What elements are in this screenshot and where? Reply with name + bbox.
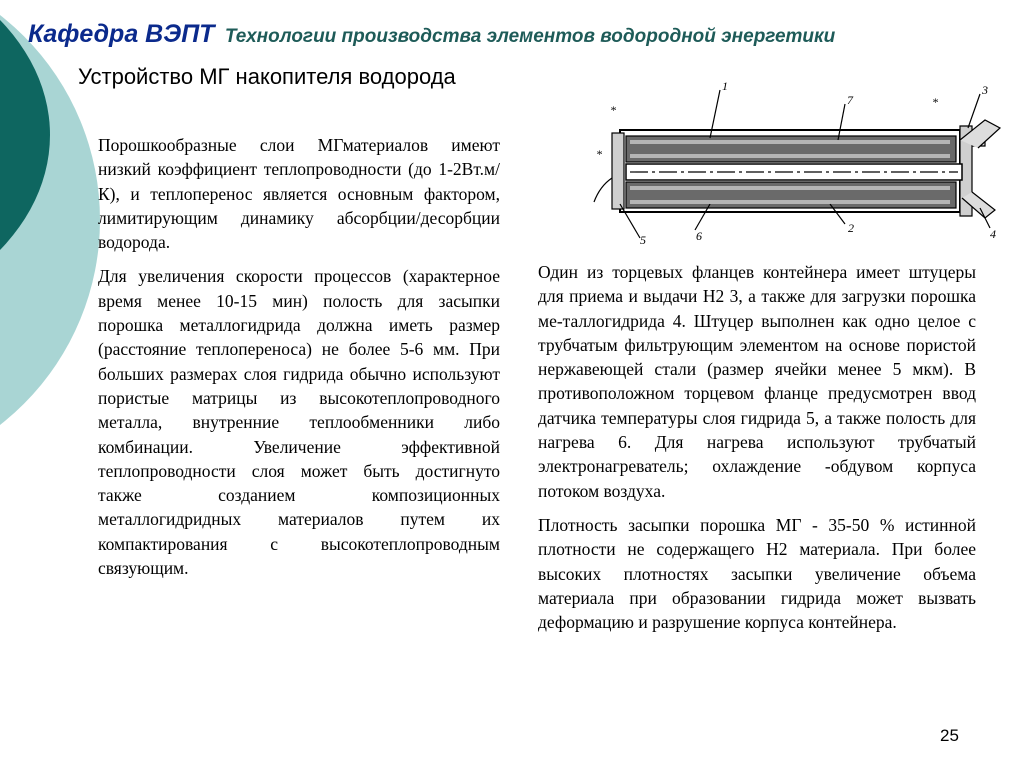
diagram-label-3: 3 xyxy=(982,83,988,97)
diagram-label-5: 5 xyxy=(640,233,646,247)
diagram-label-asterisk: * xyxy=(610,103,616,117)
left-text-column xyxy=(98,133,500,590)
hydride-storage-diagram xyxy=(590,78,1010,248)
department-name: Кафедра ВЭПТ xyxy=(28,20,215,48)
slide-title: Устройство МГ накопителя водорода xyxy=(78,64,456,89)
diagram-label-asterisk: * xyxy=(596,147,602,161)
page-number: 25 xyxy=(940,726,959,745)
paragraph: Для увеличения скорости процессов (характерное время менее 10-15 мин) полость для засыпки порошка металлогидрида должна иметь размер (расстояние теплопереноса) не более 5-6 мм. При больших размерах слоя гидрида обычно используют пористые матрицы из высокотеплопроводного металла, внутренние теплообменники либо комбинации. Увеличение эффективной теплопроводности слоя может быть достигнуто также созданием композиционных металлогидридных материалов путем их компактирования с высокотеплопроводным связующим. xyxy=(98,266,500,579)
course-title: Технологии производства элементов водородной энергетики xyxy=(224,26,836,47)
right-text-column xyxy=(538,260,976,644)
slide-header xyxy=(28,20,835,49)
paragraph: Один из торцевых фланцев контейнера имеет штуцеры для приема и выдачи Н2 3, а также для загрузки порошка ме-таллогидрида 4. Штуцер выполнен как одно целое с трубчатым фильтрующим элементом на основе пористой нержавеющей стали (размер ячейки менее 5 мкм). В противоположном торцевом фланце предусмотрен ввод датчика температуры слоя гидрида 5, а также полость для нагрева 6. Для нагрева используют трубчатый электронагреватель; охлаждение -обдувом корпуса потоком воздуха. xyxy=(538,262,976,501)
diagram-label-2: 2 xyxy=(848,221,854,235)
paragraph: Порошкообразные слои МГматериалов имеют низкий коэффициент теплопроводности (до 1-2Вт.м/К), и теплоперенос является основным фактором, лимитирующим динамику абсорбции/десорбции водорода. xyxy=(98,135,500,253)
diagram-label-6: 6 xyxy=(696,229,702,243)
diagram-label-4: 4 xyxy=(990,227,996,241)
diagram-label-7: 7 xyxy=(847,93,853,107)
paragraph: Плотность засыпки порошка МГ - 35-50 % истинной плотности не содержащего Н2 материала. При более высоких плотностях засыпки увеличение объема материала при образовании гидрида может вызвать деформацию и разрушение корпуса контейнера. xyxy=(538,514,976,633)
diagram-label-1: 1 xyxy=(722,79,728,93)
diagram-label-asterisk: * xyxy=(932,95,938,109)
